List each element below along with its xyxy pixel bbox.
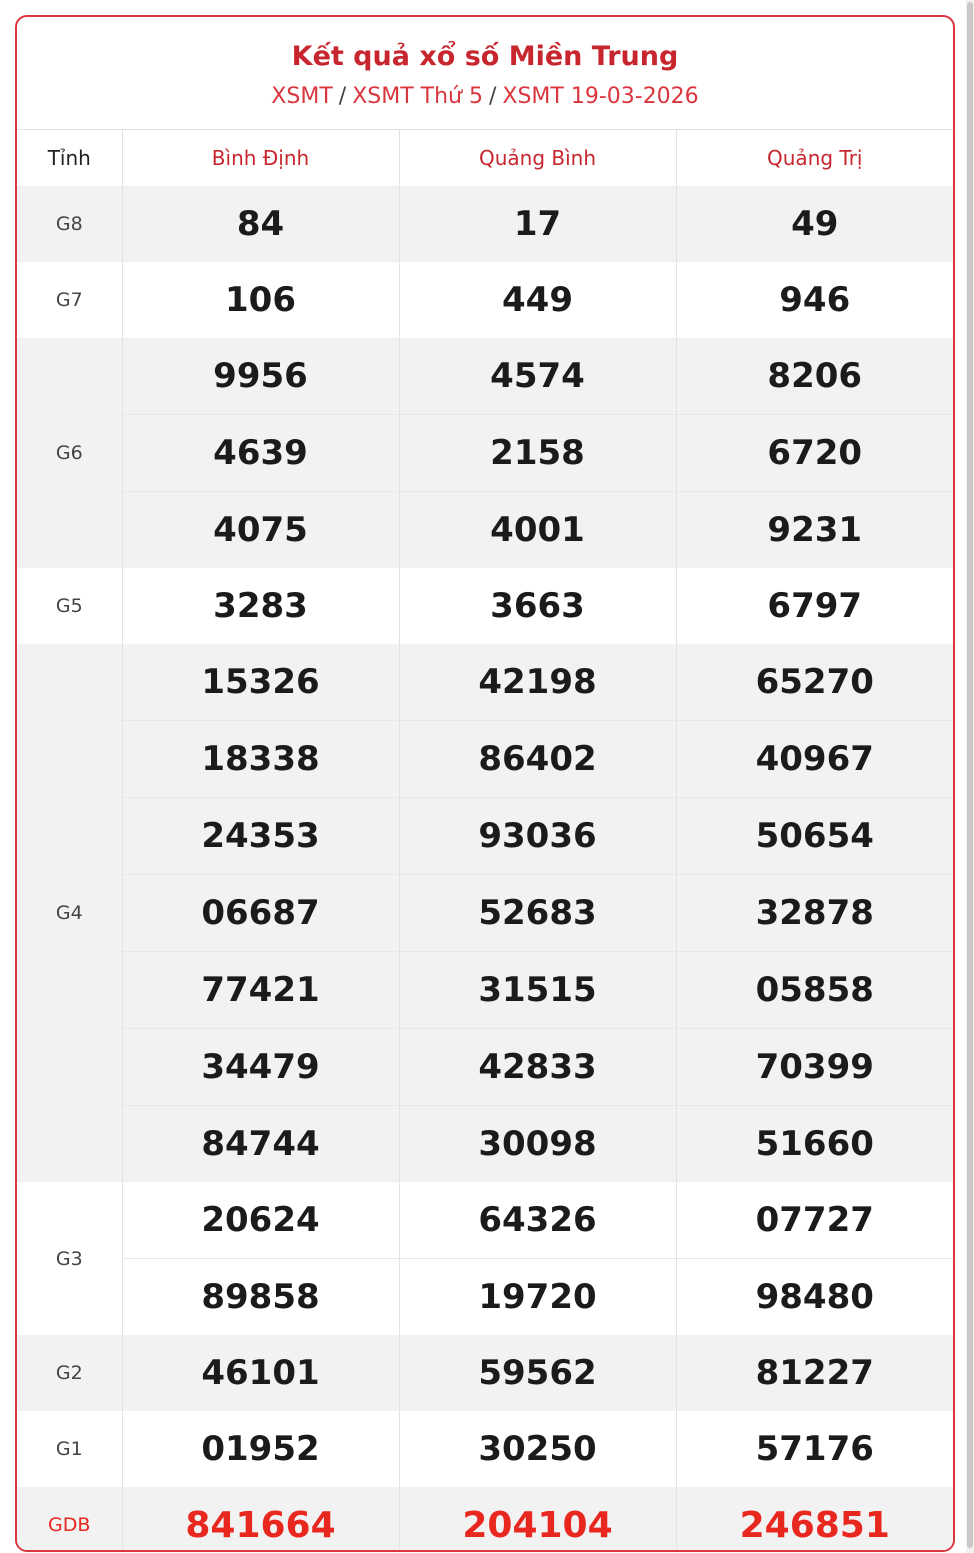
prize-label: GDB <box>17 1487 122 1552</box>
table-row <box>17 644 953 721</box>
breadcrumb-xsmt[interactable]: XSMT <box>271 84 333 109</box>
province-quang-binh[interactable]: Quảng Bình <box>399 130 676 187</box>
result-number: 246851 <box>676 1487 953 1552</box>
result-number: 3283 <box>122 568 399 644</box>
result-number: 3663 <box>399 568 676 644</box>
province-column-label: Tỉnh <box>17 130 122 187</box>
result-number: 449 <box>399 262 676 338</box>
result-number: 30098 <box>399 1106 676 1183</box>
result-number: 50654 <box>676 798 953 875</box>
results-header <box>17 17 953 129</box>
result-number: 9956 <box>122 338 399 415</box>
breadcrumb-separator: / <box>488 84 497 109</box>
prize-label: G4 <box>17 644 122 1182</box>
table-row <box>17 1106 953 1183</box>
breadcrumb-xsmt-thu5[interactable]: XSMT Thứ 5 <box>352 84 483 109</box>
page-title: Kết quả xổ số Miền Trung <box>291 41 679 72</box>
prize-label: G1 <box>17 1411 122 1487</box>
result-number: 84 <box>122 186 399 262</box>
province-quang-tri[interactable]: Quảng Trị <box>676 130 953 187</box>
result-number: 51660 <box>676 1106 953 1183</box>
result-number: 4001 <box>399 492 676 569</box>
result-number: 84744 <box>122 1106 399 1183</box>
breadcrumb <box>17 83 953 111</box>
result-number: 204104 <box>399 1487 676 1552</box>
result-number: 52683 <box>399 875 676 952</box>
prize-label: G5 <box>17 568 122 644</box>
result-number: 57176 <box>676 1411 953 1487</box>
result-number: 01952 <box>122 1411 399 1487</box>
result-number: 86402 <box>399 721 676 798</box>
table-row <box>17 568 953 644</box>
result-number: 9231 <box>676 492 953 569</box>
result-number: 20624 <box>122 1182 399 1259</box>
result-number: 07727 <box>676 1182 953 1259</box>
table-row <box>17 338 953 415</box>
result-number: 17 <box>399 186 676 262</box>
table-header-row <box>17 130 953 187</box>
result-number: 49 <box>676 186 953 262</box>
result-number: 4639 <box>122 415 399 492</box>
result-number: 6797 <box>676 568 953 644</box>
breadcrumb-separator: / <box>338 84 347 109</box>
table-row <box>17 262 953 338</box>
result-number: 40967 <box>676 721 953 798</box>
result-number: 46101 <box>122 1335 399 1411</box>
result-number: 81227 <box>676 1335 953 1411</box>
table-row <box>17 1487 953 1552</box>
breadcrumb-xsmt-date[interactable]: XSMT 19-03-2026 <box>502 84 699 109</box>
prize-label: G7 <box>17 262 122 338</box>
table-row <box>17 415 953 492</box>
results-table <box>17 129 953 1552</box>
prize-label: G8 <box>17 186 122 262</box>
prize-label: G2 <box>17 1335 122 1411</box>
table-row <box>17 1182 953 1259</box>
table-row <box>17 1335 953 1411</box>
result-number: 4075 <box>122 492 399 569</box>
results-body <box>17 186 953 1552</box>
province-binh-dinh[interactable]: Bình Định <box>122 130 399 187</box>
result-number: 841664 <box>122 1487 399 1552</box>
result-number: 8206 <box>676 338 953 415</box>
result-number: 18338 <box>122 721 399 798</box>
prize-label: G3 <box>17 1182 122 1335</box>
page-scrollbar[interactable] <box>966 0 974 1553</box>
result-number: 42833 <box>399 1029 676 1106</box>
result-number: 19720 <box>399 1259 676 1336</box>
result-number: 89858 <box>122 1259 399 1336</box>
result-number: 30250 <box>399 1411 676 1487</box>
result-number: 31515 <box>399 952 676 1029</box>
result-number: 98480 <box>676 1259 953 1336</box>
table-row <box>17 798 953 875</box>
result-number: 4574 <box>399 338 676 415</box>
result-number: 946 <box>676 262 953 338</box>
result-number: 6720 <box>676 415 953 492</box>
result-number: 64326 <box>399 1182 676 1259</box>
result-number: 34479 <box>122 1029 399 1106</box>
result-number: 70399 <box>676 1029 953 1106</box>
result-number: 05858 <box>676 952 953 1029</box>
table-row <box>17 1029 953 1106</box>
table-row <box>17 721 953 798</box>
result-number: 59562 <box>399 1335 676 1411</box>
result-number: 93036 <box>399 798 676 875</box>
table-row <box>17 875 953 952</box>
results-card <box>15 15 955 1552</box>
result-number: 65270 <box>676 644 953 721</box>
table-row <box>17 492 953 569</box>
result-number: 42198 <box>399 644 676 721</box>
result-number: 77421 <box>122 952 399 1029</box>
result-number: 2158 <box>399 415 676 492</box>
result-number: 06687 <box>122 875 399 952</box>
scrollbar-thumb[interactable] <box>967 2 973 1548</box>
table-row <box>17 1411 953 1487</box>
result-number: 15326 <box>122 644 399 721</box>
table-row <box>17 186 953 262</box>
table-row <box>17 1259 953 1336</box>
result-number: 24353 <box>122 798 399 875</box>
prize-label: G6 <box>17 338 122 568</box>
result-number: 106 <box>122 262 399 338</box>
result-number: 32878 <box>676 875 953 952</box>
table-row <box>17 952 953 1029</box>
